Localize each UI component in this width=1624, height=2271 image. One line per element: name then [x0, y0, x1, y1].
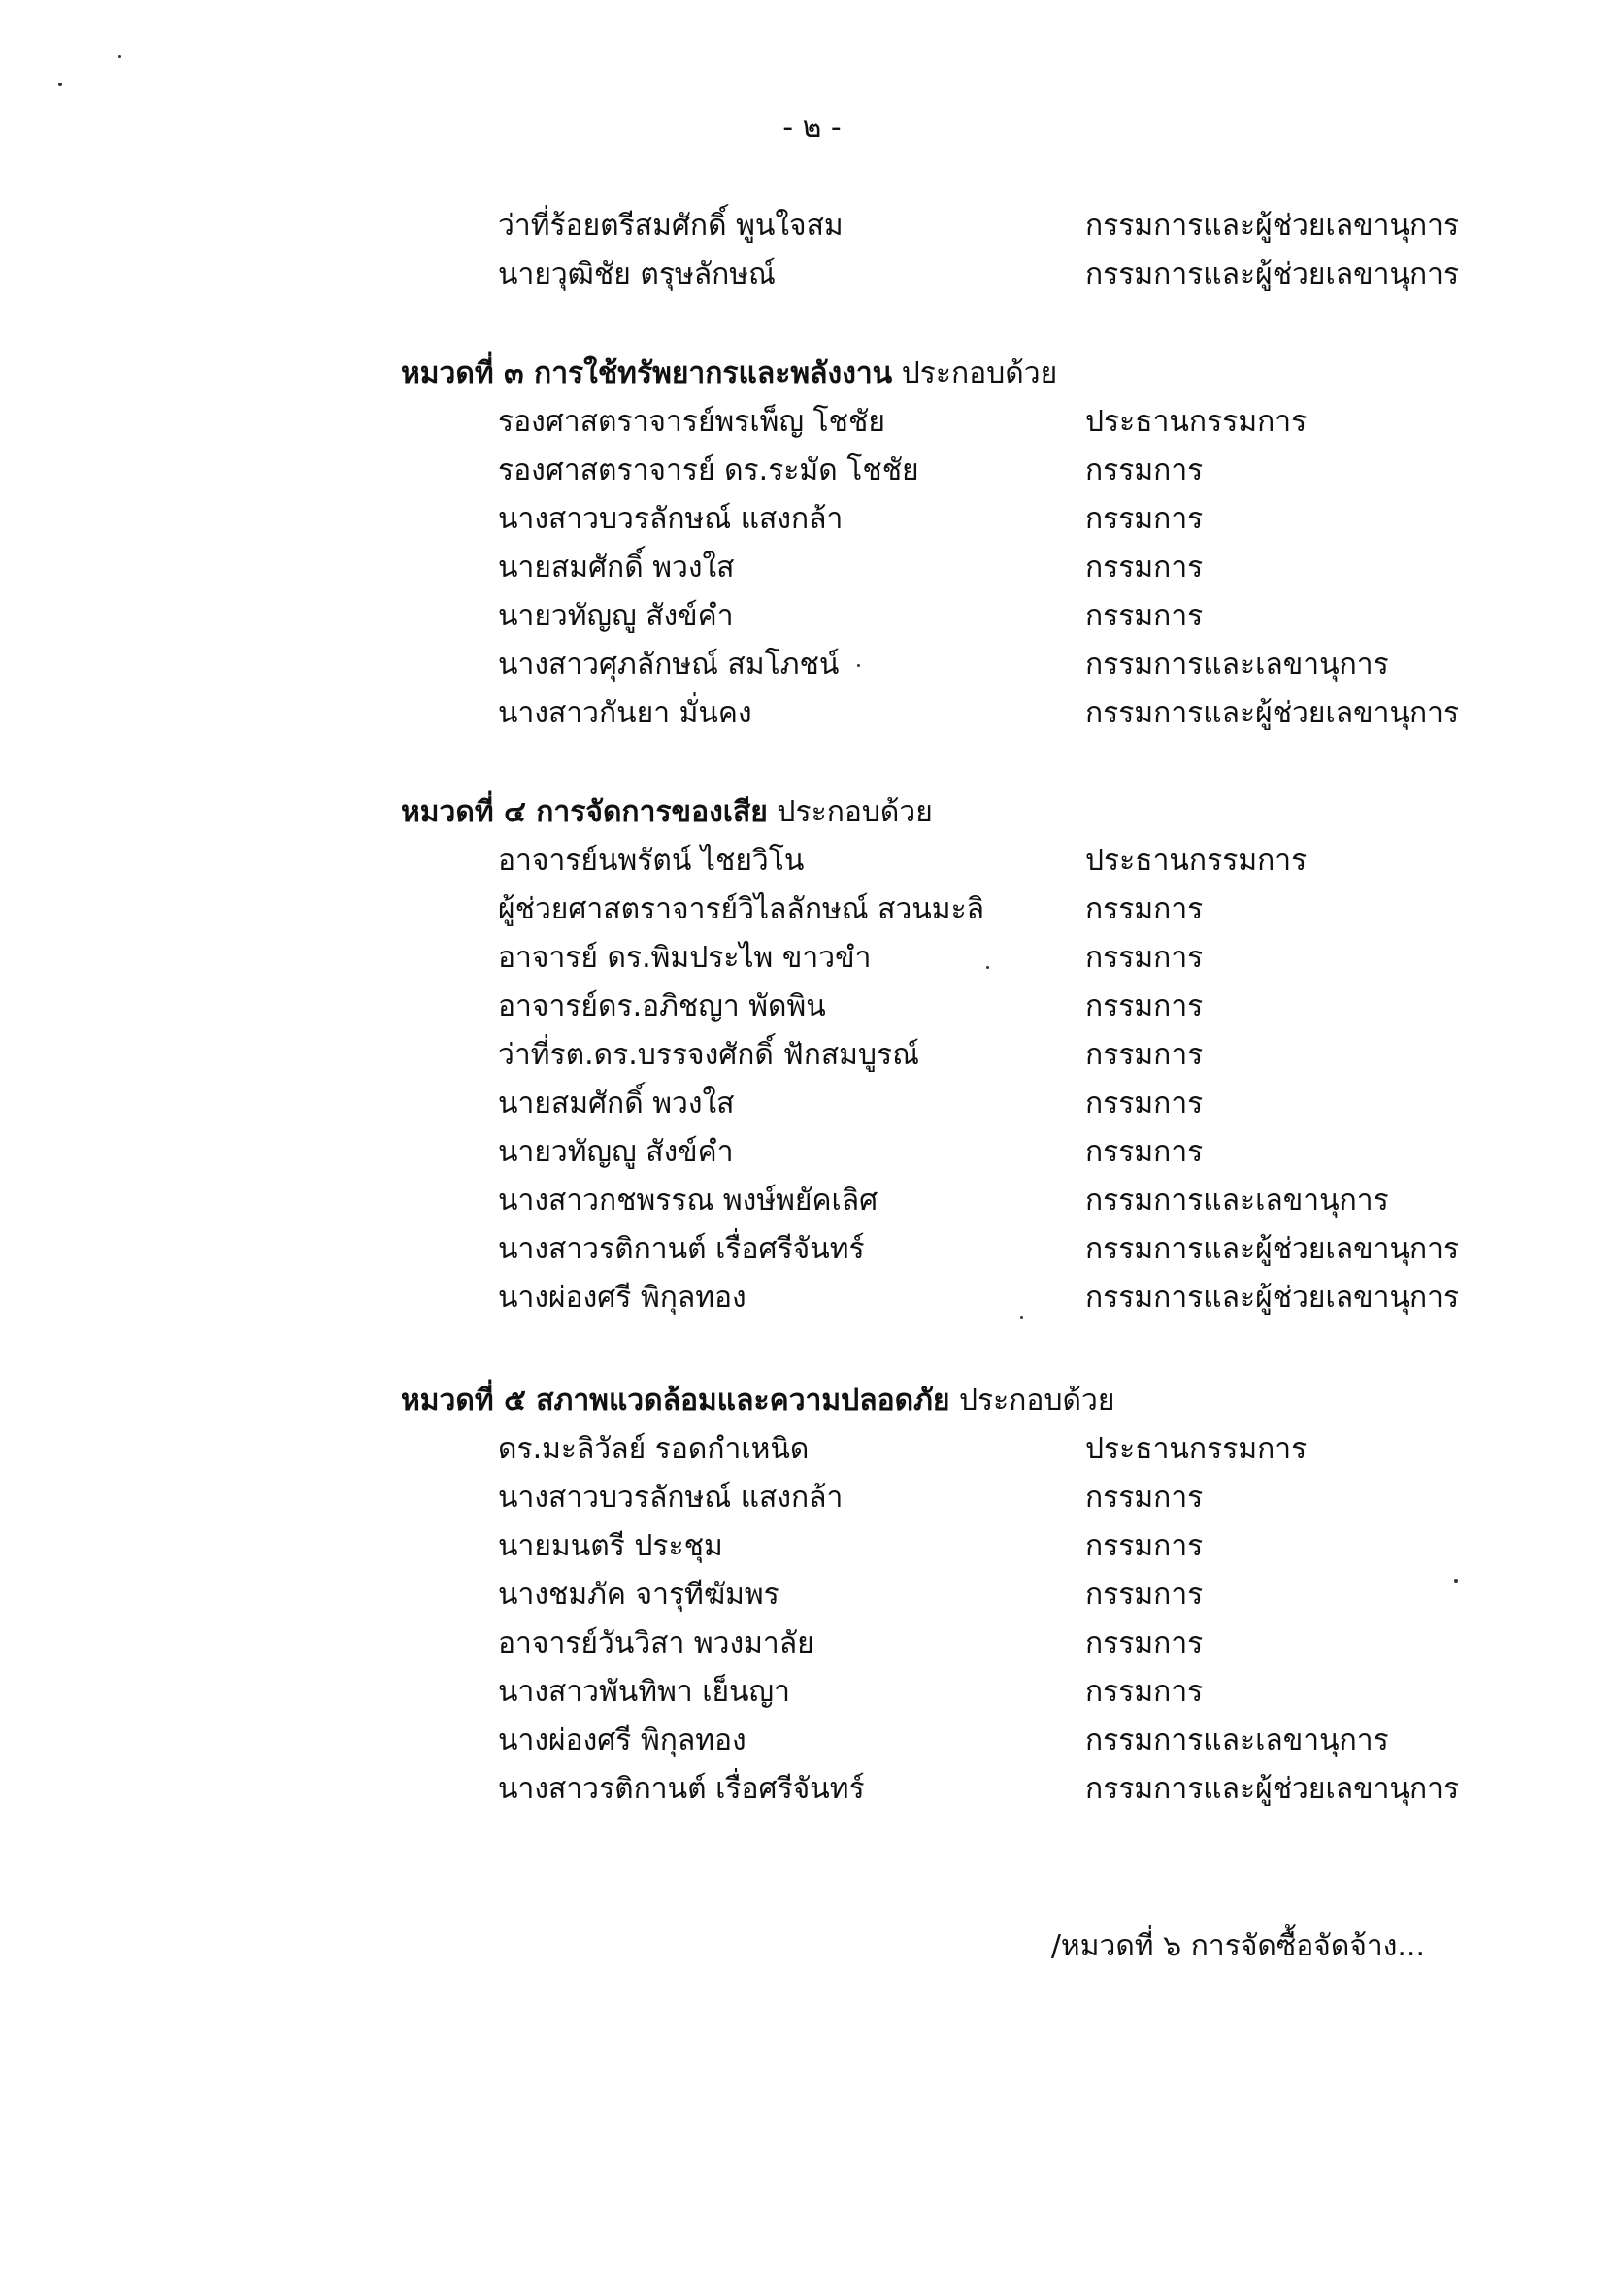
member-name: นางผ่องศรี พิกุลทอง	[498, 1723, 746, 1757]
member-role: กรรมการและผู้ช่วยเลขานุการ	[1085, 209, 1460, 243]
member-role: กรรมการและผู้ช่วยเลขานุการ	[1085, 1772, 1460, 1806]
member-role: ประธานกรรมการ	[1085, 405, 1308, 439]
member-name: อาจารย์วันวิสา พวงมาลัย	[498, 1626, 814, 1660]
member-name: นายสมศักดิ์ พวงใส	[498, 551, 735, 584]
page-number: - ๒ -	[782, 111, 842, 145]
member-name: นายมนตรี ประชุม	[498, 1529, 723, 1563]
member-name: อาจารย์นพรัตน์ ไชยวิโน	[498, 844, 805, 878]
member-name: นางชมภัค จารุทีฆัมพร	[498, 1578, 779, 1612]
member-name: นายวทัญญู สังข์คำ	[498, 599, 734, 633]
member-role: กรรมการและเลขานุการ	[1085, 1184, 1389, 1218]
footer-continuation: /หมวดที่ ๖ การจัดซื้อจัดจ้าง...	[1050, 1929, 1425, 1963]
scan-speck	[118, 55, 121, 58]
member-role: กรรมการ	[1085, 1626, 1204, 1660]
member-role: กรรมการ	[1085, 551, 1204, 584]
member-role: กรรมการ	[1085, 453, 1204, 487]
member-role: กรรมการ	[1085, 502, 1204, 536]
member-role: กรรมการและผู้ช่วยเลขานุการ	[1085, 1232, 1460, 1266]
scan-speck	[857, 664, 860, 667]
member-name: นางสาวศุภลักษณ์ สมโภชน์	[498, 648, 840, 682]
member-role: กรรมการและผู้ช่วยเลขานุการ	[1085, 696, 1460, 730]
section-heading	[401, 1377, 1114, 1425]
scan-speck	[1020, 1316, 1023, 1319]
member-role: กรรมการ	[1085, 1086, 1204, 1120]
member-name: อาจารย์ดร.อภิชญา พัดพิน	[498, 989, 826, 1023]
member-name: นางสาวกชพรรณ พงษ์พยัคเลิศ	[498, 1184, 878, 1218]
member-name: ผู้ช่วยศาสตราจารย์วิไลลักษณ์ สวนมะลิ	[498, 892, 985, 926]
member-name: ว่าที่ร้อยตรีสมศักดิ์ พูนใจสม	[498, 209, 844, 243]
member-role: กรรมการ	[1085, 1135, 1204, 1169]
member-name: นางสาวพันทิพา เย็นญา	[498, 1675, 790, 1709]
member-name: อาจารย์ ดร.พิมประไพ ขาวขำ	[498, 941, 872, 975]
member-name: รองศาสตราจารย์ ดร.ระมัด โชชัย	[498, 453, 919, 487]
member-name: ดร.มะลิวัลย์ รอดกำเหนิด	[498, 1432, 810, 1466]
member-role: กรรมการ	[1085, 1038, 1204, 1072]
member-role: กรรมการ	[1085, 989, 1204, 1023]
member-name: นางสาวรติกานต์ เรื่อศรีจันทร์	[498, 1232, 865, 1266]
section-title: หมวดที่ ๔ การจัดการของเสีย	[401, 795, 768, 829]
member-role: กรรมการ	[1085, 1675, 1204, 1709]
member-name: นางสาวบวรลักษณ์ แสงกล้า	[498, 502, 844, 536]
member-role: กรรมการและเลขานุการ	[1085, 1723, 1389, 1757]
member-role: กรรมการ	[1085, 599, 1204, 633]
section-title: หมวดที่ ๕ สภาพแวดล้อมและความปลอดภัย	[401, 1384, 950, 1418]
scan-speck	[1454, 1579, 1458, 1583]
member-name: นายวทัญญู สังข์คำ	[498, 1135, 734, 1169]
section-suffix: ประกอบด้วย	[959, 1384, 1115, 1418]
member-role: กรรมการและเลขานุการ	[1085, 648, 1389, 682]
member-role: กรรมการ	[1085, 1578, 1204, 1612]
section-heading	[401, 350, 1057, 398]
scan-speck	[58, 83, 62, 86]
member-role: กรรมการ	[1085, 892, 1204, 926]
scan-speck	[986, 966, 989, 969]
member-role: กรรมการ	[1085, 1481, 1204, 1515]
section-suffix: ประกอบด้วย	[901, 356, 1058, 390]
member-name: ว่าที่รต.ดร.บรรจงศักดิ์ ฟักสมบูรณ์	[498, 1038, 919, 1072]
member-name: นายสมศักดิ์ พวงใส	[498, 1086, 735, 1120]
member-name: นางผ่องศรี พิกุลทอง	[498, 1281, 746, 1315]
member-name: รองศาสตราจารย์พรเพ็ญ โชชัย	[498, 405, 885, 439]
section-heading	[401, 788, 933, 837]
member-role: กรรมการและผู้ช่วยเลขานุการ	[1085, 1281, 1460, 1315]
section-suffix: ประกอบด้วย	[777, 795, 933, 829]
member-role: กรรมการและผู้ช่วยเลขานุการ	[1085, 257, 1460, 291]
section-title: หมวดที่ ๓ การใช้ทรัพยากรและพลังงาน	[401, 356, 893, 390]
member-role: ประธานกรรมการ	[1085, 1432, 1308, 1466]
member-name: นางสาวกันยา มั่นคง	[498, 696, 752, 730]
member-name: นายวุฒิชัย ตรุษลักษณ์	[498, 257, 776, 291]
member-role: กรรมการ	[1085, 941, 1204, 975]
member-role: ประธานกรรมการ	[1085, 844, 1308, 878]
member-name: นางสาวรติกานต์ เรื่อศรีจันทร์	[498, 1772, 865, 1806]
member-name: นางสาวบวรลักษณ์ แสงกล้า	[498, 1481, 844, 1515]
member-role: กรรมการ	[1085, 1529, 1204, 1563]
